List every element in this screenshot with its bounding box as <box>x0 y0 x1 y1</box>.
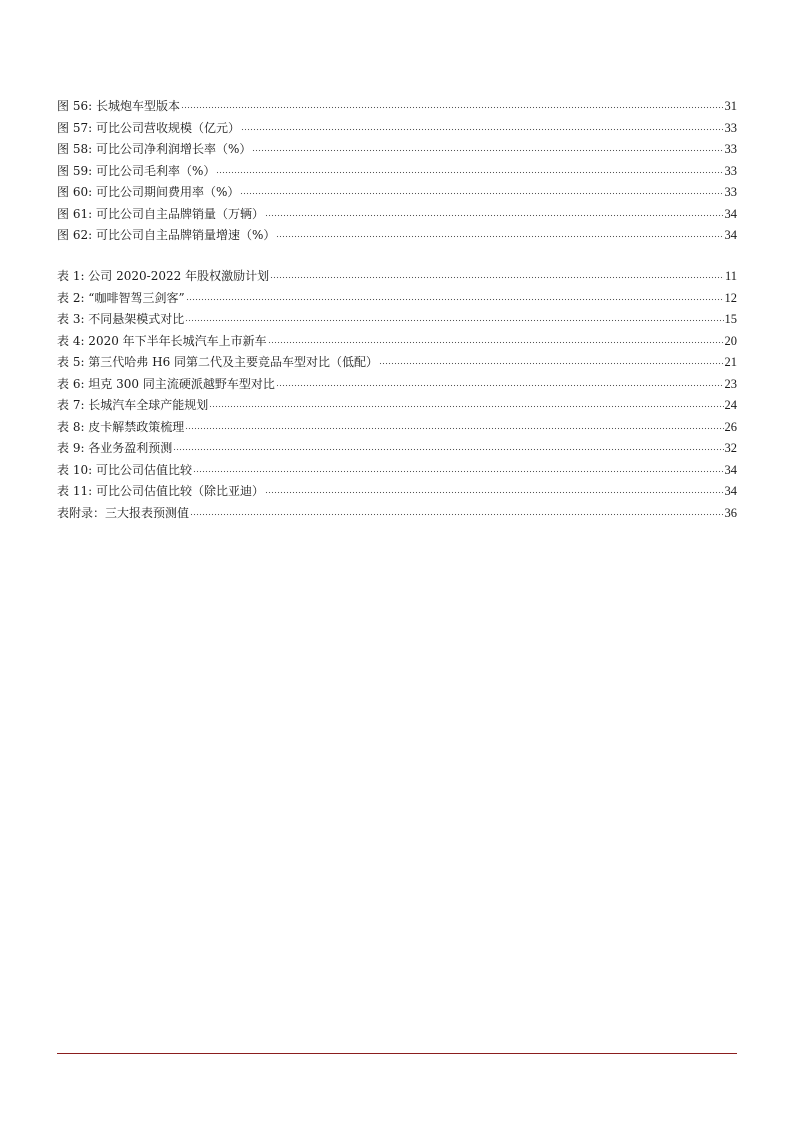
toc-entry[interactable] <box>57 161 737 183</box>
toc-entry-label: 图 56: 长城炮车型版本 <box>57 99 180 113</box>
dot-leader <box>276 234 723 238</box>
dot-leader <box>252 148 723 152</box>
toc-entry-page: 12 <box>724 290 737 305</box>
dot-leader <box>185 426 723 430</box>
toc-entry[interactable] <box>57 96 737 118</box>
toc-entry-page: 23 <box>724 376 737 391</box>
toc-entry-page: 26 <box>724 419 737 434</box>
dot-leader <box>276 383 724 387</box>
toc-entry-label: 图 60: 可比公司期间费用率（%） <box>57 185 240 199</box>
toc-entry-label: 表 1: 公司 2020-2022 年股权激励计划 <box>57 269 270 283</box>
toc-entry-label: 表 8: 皮卡解禁政策梳理 <box>57 419 185 434</box>
toc-entry-page: 20 <box>724 333 737 348</box>
toc-entry-page: 15 <box>724 312 737 326</box>
dot-leader <box>209 404 723 408</box>
toc-entry-label: 表 7: 长城汽车全球产能规划 <box>57 398 209 412</box>
dot-leader <box>241 127 724 131</box>
toc-entry[interactable] <box>57 309 737 331</box>
toc-entry-label: 图 61: 可比公司自主品牌销量（万辆） <box>57 206 264 221</box>
toc-entry[interactable] <box>57 331 737 353</box>
toc-entry-label: 表 5: 第三代哈弗 H6 同第二代及主要竞品车型对比（低配） <box>57 355 379 369</box>
toc-entry[interactable] <box>57 460 737 482</box>
dot-leader <box>379 361 723 365</box>
toc-entry-page: 24 <box>724 398 737 412</box>
toc-entry-label: 表 11: 可比公司估值比较（除比亚迪） <box>57 484 264 498</box>
toc-entry[interactable] <box>57 204 737 226</box>
toc-entry[interactable] <box>57 503 737 525</box>
dot-leader <box>193 469 724 473</box>
dot-leader <box>185 318 723 322</box>
toc-entry[interactable] <box>57 438 737 460</box>
dot-leader <box>270 275 724 279</box>
dot-leader <box>265 490 724 494</box>
toc-entry-page: 34 <box>724 462 737 477</box>
toc-entry-page: 33 <box>724 142 737 156</box>
toc-entry-label: 表 4: 2020 年下半年长城汽车上市新车 <box>57 333 267 348</box>
toc-entry[interactable] <box>57 417 737 439</box>
dot-leader <box>268 340 724 344</box>
toc-entry-page: 33 <box>724 120 737 135</box>
toc-entry-page: 11 <box>724 269 737 283</box>
dot-leader <box>190 512 723 516</box>
toc-entry[interactable] <box>57 395 737 417</box>
toc-entry[interactable] <box>57 118 737 140</box>
figure-list <box>57 96 737 247</box>
toc-entry-label: 图 58: 可比公司净利润增长率（%） <box>57 142 252 156</box>
toc-entry-label: 图 57: 可比公司营收规模（亿元） <box>57 120 240 135</box>
toc-entry-page: 31 <box>724 99 737 113</box>
toc-entry-page: 36 <box>724 505 737 520</box>
toc-entry[interactable] <box>57 481 737 503</box>
toc-entry-page: 21 <box>724 355 737 369</box>
toc-entry-page: 33 <box>724 185 737 199</box>
toc-entry-label: 表附录：三大报表预测值 <box>57 505 190 520</box>
toc-entry-label: 表 3: 不同悬架模式对比 <box>57 312 185 326</box>
toc-entry-label: 图 59: 可比公司毛利率（%） <box>57 163 216 178</box>
toc-entry-page: 34 <box>724 206 737 221</box>
table-list <box>57 266 737 524</box>
dot-leader <box>186 297 724 301</box>
dot-leader <box>240 191 723 195</box>
toc-entry-page: 34 <box>724 228 737 242</box>
toc-entry[interactable] <box>57 139 737 161</box>
toc-entry[interactable] <box>57 374 737 396</box>
dot-leader <box>173 447 723 451</box>
toc-entry-label: 图 62: 可比公司自主品牌销量增速（%） <box>57 228 276 242</box>
toc-entry[interactable] <box>57 266 737 288</box>
toc-entry-label: 表 6: 坦克 300 同主流硬派越野车型对比 <box>57 376 275 391</box>
dot-leader <box>216 170 723 174</box>
toc-entry[interactable] <box>57 225 737 247</box>
toc-entry-page: 34 <box>724 484 737 498</box>
toc-entry[interactable] <box>57 182 737 204</box>
toc-entry-page: 33 <box>724 163 737 178</box>
toc-entry-page: 32 <box>724 441 737 455</box>
toc-entry-label: 表 9: 各业务盈利预测 <box>57 441 173 455</box>
toc-entry[interactable] <box>57 288 737 310</box>
dot-leader <box>181 105 724 109</box>
footer-divider <box>57 1053 737 1054</box>
toc-entry-label: 表 2: “咖啡智驾三剑客” <box>57 290 185 305</box>
toc-entry[interactable] <box>57 352 737 374</box>
dot-leader <box>265 213 724 217</box>
toc-entry-label: 表 10: 可比公司估值比较 <box>57 462 192 477</box>
